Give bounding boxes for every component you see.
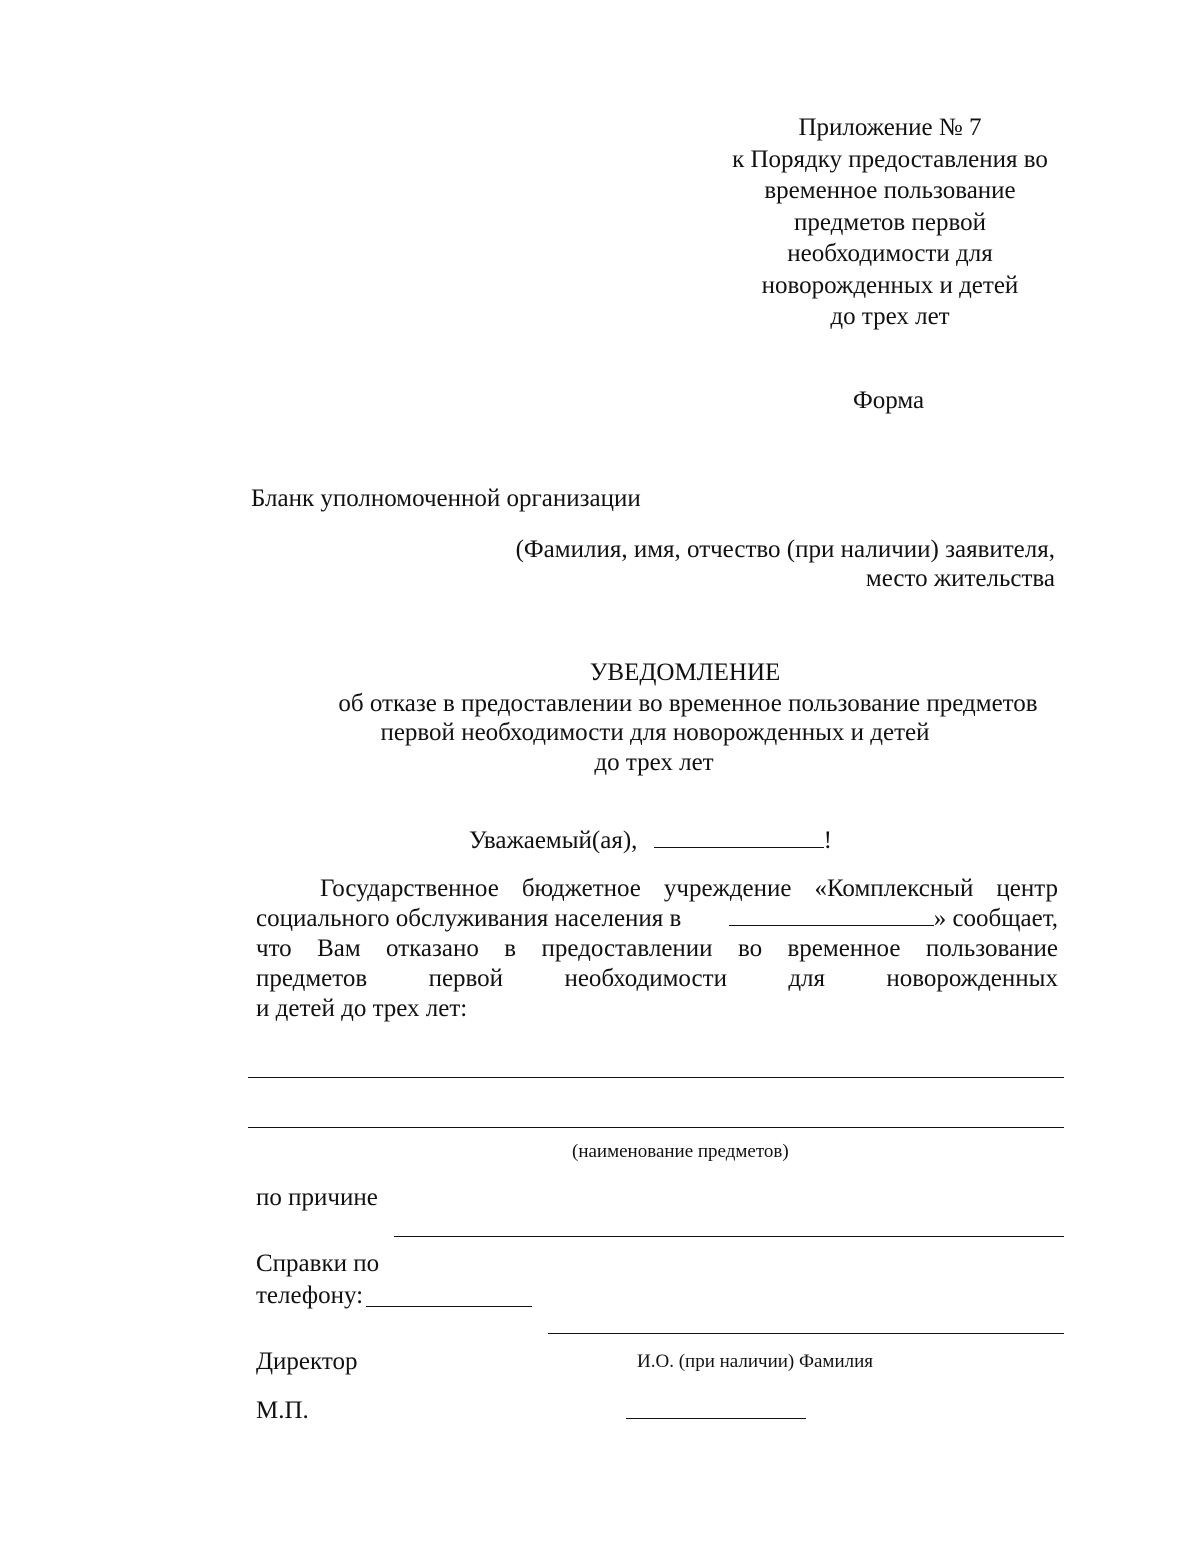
items-caption: (наименование предметов) bbox=[572, 1141, 789, 1162]
body-line-3: что Вам отказано в предоставлении во временное пользование bbox=[256, 935, 1058, 962]
appendix-header bbox=[700, 112, 1080, 333]
appendix-line: Приложение № 7 bbox=[798, 114, 982, 141]
greeting-name-blank bbox=[654, 827, 824, 848]
notice-subtitle-line: об отказе в предоставлении во временное пользование предметов bbox=[338, 690, 1038, 717]
org-blank-label: Бланк уполномоченной организации bbox=[251, 485, 641, 512]
appendix-line: новорожденных и детей bbox=[761, 271, 1019, 299]
form-label: Форма bbox=[853, 387, 925, 414]
items-blank-line-1 bbox=[248, 1077, 1064, 1078]
addressee-line-1: (Фамилия, имя, отчество (при наличии) заявителя, bbox=[515, 536, 1055, 563]
body-line-4: предметов первой необходимости для новорожденных bbox=[256, 965, 1058, 992]
appendix-line: необходимости для bbox=[787, 240, 993, 267]
reason-blank-line bbox=[394, 1236, 1064, 1237]
appendix-line: до трех лет bbox=[830, 303, 950, 330]
body-line-5: и детей до трех лет: bbox=[256, 995, 468, 1022]
items-blank-line-2 bbox=[248, 1127, 1064, 1128]
greeting-text: Уважаемый(ая), bbox=[469, 827, 638, 854]
body-paragraph bbox=[256, 874, 1058, 1024]
director-caption: И.О. (при наличии) Фамилия bbox=[637, 1351, 874, 1372]
signature-blank-line bbox=[626, 1418, 806, 1419]
stamp-label: М.П. bbox=[256, 1397, 309, 1424]
appendix-line: к Порядку предоставления во bbox=[732, 145, 1048, 173]
notice-subtitle-line: до трех лет bbox=[594, 749, 714, 776]
director-label: Директор bbox=[256, 1348, 358, 1375]
notice-title: УВЕДОМЛЕНИЕ bbox=[589, 659, 781, 686]
appendix-line: предметов первой bbox=[794, 208, 986, 236]
body-line-2: социального обслуживания населения в » сообщает, bbox=[256, 905, 1058, 932]
phone-blank-line bbox=[366, 1306, 532, 1307]
addressee-line-2: место жительства bbox=[865, 565, 1055, 592]
greeting bbox=[469, 825, 832, 856]
director-signature-line bbox=[548, 1333, 1064, 1334]
phone-label-line-1: Справки по bbox=[256, 1250, 380, 1277]
notice-subtitle-line: первой необходимости для новорожденных и детей bbox=[380, 719, 930, 746]
reason-label: по причине bbox=[256, 1184, 378, 1211]
appendix-line: временное пользование bbox=[764, 177, 1016, 204]
phone-label-line-2: телефону: bbox=[256, 1282, 364, 1309]
body-line-1: Государственное бюджетное учреждение «Комплексный центр bbox=[320, 875, 1058, 902]
center-location-blank bbox=[729, 905, 934, 926]
greeting-end: ! bbox=[823, 827, 832, 854]
